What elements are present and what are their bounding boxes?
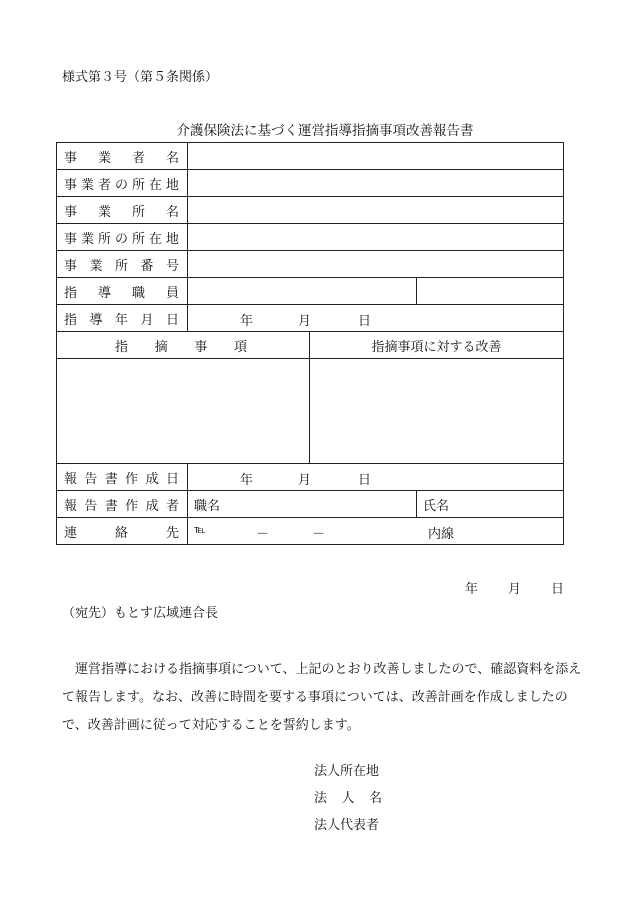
- body-paragraph: 運営指導における指摘事項について、上記のとおり改善しましたので、確認資料を添えて報告します。なお、改善に時間を要する事項については、改善計画を作成しましたので、改善計画に従って対応することを誓約します。: [62, 662, 582, 733]
- extension-label: 内線: [428, 527, 455, 542]
- spaced-label: 事 業 所 名: [64, 204, 179, 220]
- label-report-date: [57, 464, 188, 491]
- label-guidance-staff: [57, 278, 188, 305]
- row-guidance-date: [57, 305, 564, 332]
- label-office-number: [57, 251, 188, 278]
- input-office-number[interactable]: [188, 251, 564, 278]
- label-operator-address: [57, 170, 188, 197]
- input-report-date[interactable]: [188, 464, 564, 491]
- corp-name-label: 法 人 名: [314, 791, 382, 806]
- row-office-number: [57, 251, 564, 278]
- year-label: 年: [240, 473, 254, 488]
- label-guidance-date: [57, 305, 188, 332]
- input-office-name[interactable]: [188, 197, 564, 224]
- label-office-address: [57, 224, 188, 251]
- tel-icon: ℡: [194, 523, 206, 536]
- header-findings: 指 摘 事 項: [57, 332, 310, 359]
- corp-rep-label: 法人代表者: [314, 818, 380, 833]
- input-operator-address[interactable]: [188, 170, 564, 197]
- spaced-label: 報 告 書 作 成 日: [64, 471, 179, 487]
- label-contact: [57, 518, 188, 545]
- input-guidance-staff-2[interactable]: [417, 278, 564, 305]
- name-label: 氏名: [423, 498, 450, 514]
- month-label: 月: [298, 473, 312, 488]
- label-office-name: [57, 197, 188, 224]
- label-operator-name: [57, 143, 188, 170]
- input-improvement[interactable]: [310, 359, 564, 464]
- spaced-label: 事 業 者 の 所 在 地: [64, 177, 179, 193]
- spaced-label: 事 業 所 の 所 在 地: [64, 231, 179, 247]
- report-table: [56, 142, 564, 545]
- row-headers: [57, 332, 564, 359]
- spaced-label: 報 告 書 作 成 者: [64, 498, 179, 514]
- input-guidance-date[interactable]: [188, 305, 564, 332]
- input-operator-name[interactable]: [188, 143, 564, 170]
- day-label: 日: [358, 473, 372, 488]
- corp-address-label: 法人所在地: [314, 764, 380, 779]
- document-title: 介護保険法に基づく運営指導指摘事項改善報告書: [176, 123, 474, 139]
- input-office-address[interactable]: [188, 224, 564, 251]
- job-title-label: 職名: [194, 498, 221, 514]
- spaced-label: 指 導 職 員: [64, 285, 179, 301]
- input-findings[interactable]: [57, 359, 310, 464]
- spaced-label: 事 業 所 番 号: [64, 258, 179, 274]
- day-label: 日: [358, 314, 372, 329]
- label-report-author: [57, 491, 188, 518]
- year-label: 年: [240, 314, 254, 329]
- dash-1: －: [256, 527, 270, 542]
- input-contact[interactable]: [188, 518, 564, 545]
- row-office-address: [57, 224, 564, 251]
- spaced-label: 指 導 年 月 日: [64, 312, 179, 328]
- form-number: 様式第３号（第５条関係）: [62, 70, 219, 85]
- row-operator-name: [57, 143, 564, 170]
- input-author-name[interactable]: [417, 491, 564, 518]
- header-improvement: 指摘事項に対する改善: [310, 332, 564, 359]
- row-report-date: [57, 464, 564, 491]
- row-office-name: [57, 197, 564, 224]
- row-report-author: [57, 491, 564, 518]
- row-guidance-staff: [57, 278, 564, 305]
- spaced-label: 事 業 者 名: [64, 150, 179, 166]
- row-content: [57, 359, 564, 464]
- submission-date: 年 月 日: [464, 582, 564, 597]
- row-contact: [57, 518, 564, 545]
- input-guidance-staff-1[interactable]: [188, 278, 417, 305]
- spaced-label: 連 絡 先: [64, 525, 179, 541]
- dash-2: －: [312, 527, 326, 542]
- addressee: （宛先）もとす広域連合長: [62, 606, 219, 621]
- input-author-title[interactable]: [188, 491, 417, 518]
- row-operator-address: [57, 170, 564, 197]
- month-label: 月: [298, 314, 312, 329]
